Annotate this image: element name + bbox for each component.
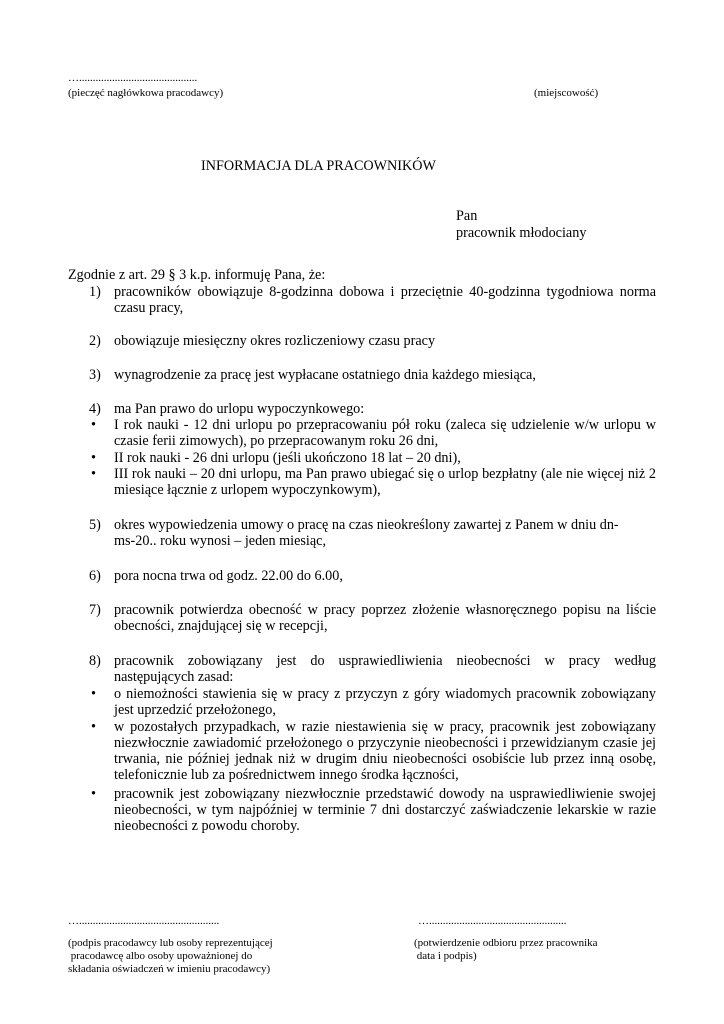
list-item: pracownik zobowiązany jest do usprawiedliwienia nieobecności w pracy według następujących zasad: [114,653,656,685]
stamp-dotted-line: …........................................... [68,72,198,84]
item-number: 6) [89,568,101,584]
employer-signature-line: …................................................... [68,915,220,927]
absence-bullet-item: w pozostałych przypadkach, w razie niestawienia się w pracy, pracownik jest zobowiązany niezwłocznie zawiadomić przełożonego o przyczynie nieobecności i przewidzianym czasie jej trwania, nie później jednak niż w drugim dniu nieobecności osobiście lub przez inną osobę, telefonicznie lub za pośrednictwem innego środka łączności, [114,719,656,783]
item-number: 1) [89,284,101,300]
bullet-icon: • [91,450,96,466]
absence-bullet-item: o niemożności stawienia się w pracy z przyczyn z góry wiadomych pracownik zobowiązany jest uprzedzić przełożonego, [114,686,656,718]
employee-signature-line: ….................................................. [418,915,567,927]
employer-signature-label-3: składania oświadczeń w imieniu pracodawcy) [68,963,271,975]
list-item: pora nocna trwa od godz. 22.00 do 6.00, [114,568,343,584]
addressee-line-2: pracownik młodociany [456,225,587,241]
employer-signature-label-2: pracodawcę albo osoby upoważnionej do [68,950,253,962]
bullet-icon: • [91,786,96,802]
stamp-label: (pieczęć nagłówkowa pracodawcy) [68,87,224,99]
document-title: INFORMACJA DLA PRACOWNIKÓW [201,158,436,174]
list-item: okres wypowiedzenia umowy o pracę na czas nieokreślony zawartej z Panem w dniu dn-ms-20.. roku wynosi – jeden miesiąc, [114,517,619,549]
leave-bullet-item: I rok nauki - 12 dni urlopu po przepracowaniu pół roku (zaleca się udzielenie w/w urlopu w czasie ferii zimowych), po przepracowanym roku 26 dni, [114,417,656,449]
employee-signature-label-2: data i podpis) [414,950,477,962]
item-number: 2) [89,333,101,349]
list-item: obowiązuje miesięczny okres rozliczeniowy czasu pracy [114,333,436,349]
item-number: 7) [89,602,101,618]
list-item: pracownik potwierdza obecność w pracy poprzez złożenie własnoręcznego popisu na liście obecności, znajdującej się w recepcji, [114,602,656,634]
employer-signature-label-1: (podpis pracodawcy lub osoby reprezentującej [68,937,273,949]
bullet-icon: • [91,719,96,735]
item-number: 4) [89,401,101,417]
item-number: 3) [89,367,101,383]
employee-signature-label-1: (potwierdzenie odbioru przez pracownika [414,937,598,949]
intro-text: Zgodnie z art. 29 § 3 k.p. informuję Pana, że: [68,267,326,283]
leave-bullet-item: III rok nauki – 20 dni urlopu, ma Pan prawo ubiegać się o urlop bezpłatny (ale nie więcej niż 2 miesiące łącznie z urlopem wypoczynkowym), [114,466,656,498]
bullet-icon: • [91,466,96,482]
leave-bullet-item: II rok nauki - 26 dni urlopu (jeśli ukończono 18 lat – 20 dni), [114,450,461,466]
addressee-line-1: Pan [456,208,478,224]
item-number: 8) [89,653,101,669]
list-item: pracowników obowiązuje 8-godzinna dobowa i przeciętnie 40-godzinna tygodniowa norma czasu pracy, [114,284,656,316]
bullet-icon: • [91,686,96,702]
list-item: wynagrodzenie za pracę jest wypłacane ostatniego dnia każdego miesiąca, [114,367,536,383]
list-item: ma Pan prawo do urlopu wypoczynkowego: [114,401,365,417]
place-label: (miejscowość) [534,87,599,99]
bullet-icon: • [91,417,96,433]
item-number: 5) [89,517,101,533]
absence-bullet-item: pracownik jest zobowiązany niezwłocznie przedstawić dowody na usprawiedliwienie swojej nieobecności, w tym najpóźniej w terminie 7 dni dostarczyć zaświadczenie lekarskie w razie nieobecności z powodu choroby. [114,786,656,834]
